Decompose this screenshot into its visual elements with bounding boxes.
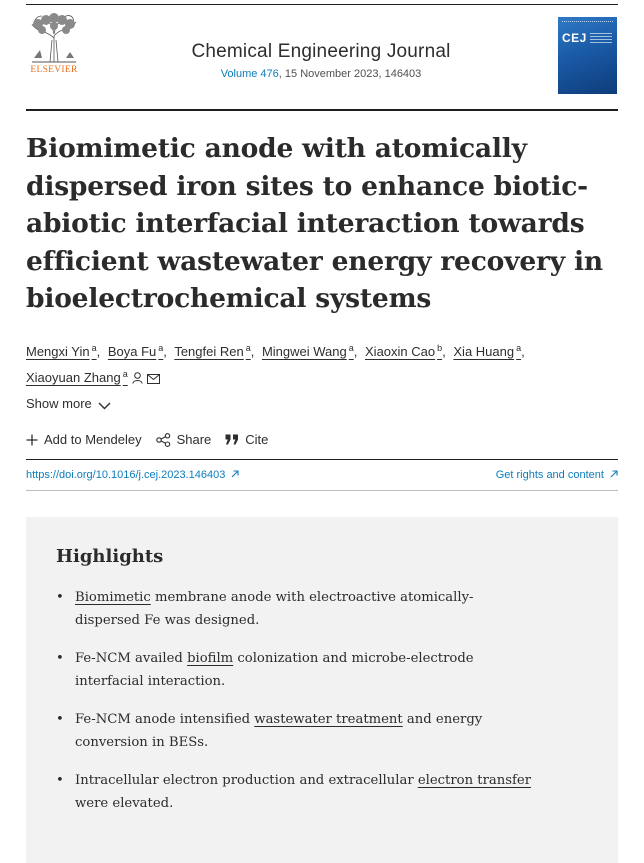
top-rule xyxy=(26,4,618,5)
doi-link[interactable] xyxy=(26,469,239,481)
author-link[interactable]: Mengxi Yin $^a$ xyxy=(26,343,97,359)
journal-citation xyxy=(136,68,506,80)
elsevier-wordmark: ELSEVIER xyxy=(30,65,78,75)
show-more-button[interactable] xyxy=(26,396,111,411)
volume-link[interactable]: Volume 476 xyxy=(220,68,279,80)
author-link[interactable]: Xia Huang $^a$ xyxy=(453,343,522,359)
issue-date: , 15 November 2023, 146403 xyxy=(278,68,422,80)
cover-lines xyxy=(590,33,612,45)
highlight-item: • Intracellular electron production and extracellular electron transfer were elevated. xyxy=(56,769,596,815)
plus-icon xyxy=(26,434,38,446)
bullet: • xyxy=(56,651,64,666)
bullet: • xyxy=(56,712,64,727)
article-actions xyxy=(26,432,282,447)
add-to-mendeley-button[interactable] xyxy=(26,432,142,447)
journal-cover[interactable] xyxy=(558,17,617,94)
highlights-list xyxy=(56,586,596,830)
doi-top-rule xyxy=(26,459,618,460)
person-icon xyxy=(132,372,143,384)
keyword-link[interactable]: wastewater treatment xyxy=(254,712,403,727)
share-icon xyxy=(156,433,171,447)
author-list: Mengxi Yin $^a$, Boya Fu $^a$, Tengfei Ren $^a$, Mingwei Wang $^a$, Xiaoxin Cao $^b$, Xia Huang $^a$, Xiaoyuan Zhang $^a$ xyxy=(26,343,525,385)
highlights-section xyxy=(26,517,618,863)
header-rule xyxy=(26,109,618,111)
article-title: Biomimetic anode with atomically dispersed iron sites to enhance biotic-abiotic interfacial interaction towards efficient wastewater energy recovery in bioelectrochemical systems xyxy=(26,133,603,314)
author-link[interactable]: Boya Fu $^a$ xyxy=(107,343,164,359)
highlight-item: • Biomimetic membrane anode with electroactive atomically- dispersed Fe was designed. xyxy=(56,586,596,632)
show-more-label: Show more xyxy=(26,396,92,411)
highlight-item: • Fe-NCM availed biofilm colonization and microbe-electrode interfacial interaction. xyxy=(56,647,596,693)
keyword-link[interactable]: Biomimetic xyxy=(75,590,151,605)
bullet: • xyxy=(56,590,64,605)
journal-title[interactable]: Chemical Engineering Journal xyxy=(191,41,451,62)
author-link[interactable]: Tengfei Ren $^a$ xyxy=(174,343,251,359)
mendeley-label: Add to Mendeley xyxy=(44,432,142,447)
cite-label: Cite xyxy=(245,432,269,447)
author-link-corresponding[interactable]: Xiaoyuan Zhang $^a$ xyxy=(26,370,160,385)
elsevier-tree-icon xyxy=(26,12,82,64)
doi-text: https://doi.org/10.1016/j.cej.2023.146403 xyxy=(26,469,226,481)
cover-title: CEJ xyxy=(562,31,587,45)
bullet: • xyxy=(56,773,64,788)
keyword-link[interactable]: electron transfer xyxy=(417,773,531,788)
elsevier-logo[interactable] xyxy=(26,12,82,76)
cite-button[interactable] xyxy=(225,432,268,447)
keyword-link[interactable]: biofilm xyxy=(187,651,234,666)
rights-text: Get rights and content xyxy=(495,469,604,481)
share-button[interactable] xyxy=(156,432,212,447)
chevron-down-icon xyxy=(98,402,111,410)
doi-bottom-rule xyxy=(26,490,618,491)
highlights-heading: Highlights xyxy=(56,546,164,567)
quote-icon xyxy=(225,434,239,445)
email-icon xyxy=(147,374,160,384)
external-link-icon xyxy=(610,470,618,478)
journal-header xyxy=(26,12,618,109)
external-link-icon xyxy=(231,470,239,478)
share-label: Share xyxy=(176,432,212,447)
rights-link[interactable] xyxy=(496,469,618,481)
author-link[interactable]: Mingwei Wang $^a$ xyxy=(261,343,354,359)
cover-decoration xyxy=(562,21,613,24)
author-link[interactable]: Xiaoxin Cao $^b$ xyxy=(365,343,443,359)
highlight-item: • Fe-NCM anode intensified wastewater treatment and energy conversion in BESs. xyxy=(56,708,596,754)
